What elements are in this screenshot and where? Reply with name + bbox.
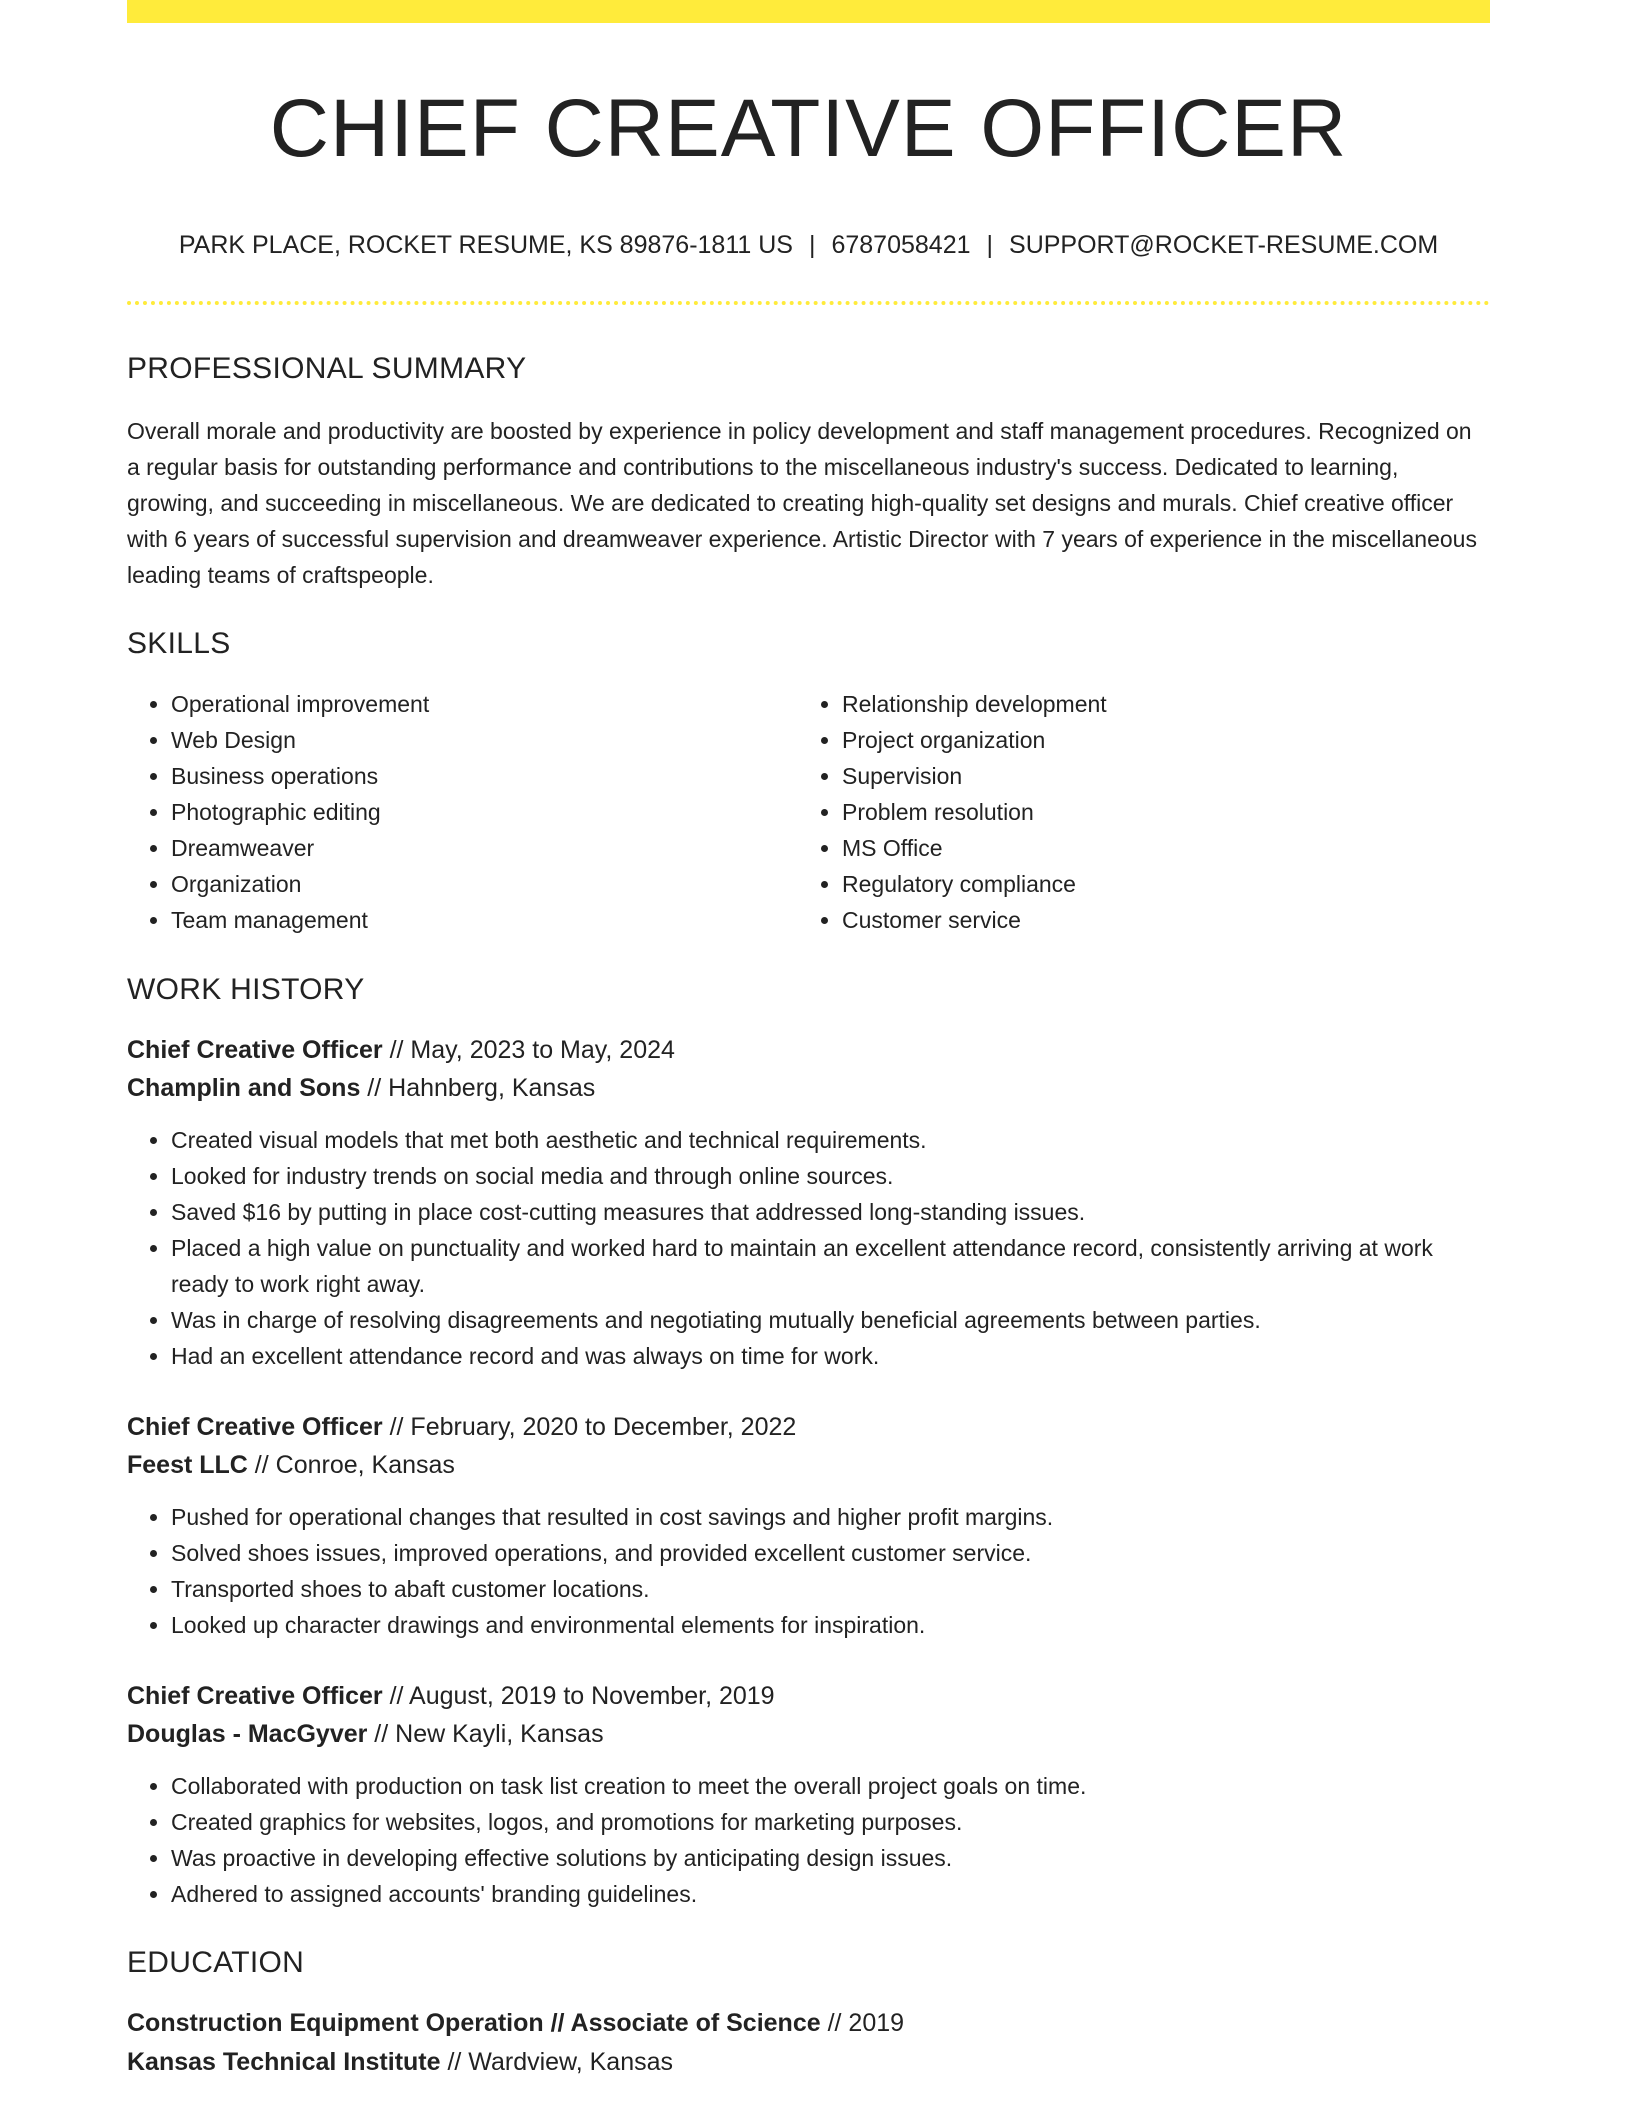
summary-text: Overall morale and productivity are boosted by experience in policy development and staff management procedures. Recognized on a regular basis for outstanding performance and contributions to the miscellaneous industry's success. Dedicated to learning, growing, and succeeding in miscellaneous. We are dedicated to creating high-quality set designs and murals. Chief creative officer with 6 years of successful supervision and dreamweaver experience. Artistic Director with 7 years of experience in the miscellaneous leading teams of craftspeople. xyxy=(127,418,1477,588)
skill-item: • Web Design xyxy=(171,722,798,758)
job-bullet: • Created visual models that met both aesthetic and technical requirements. xyxy=(171,1122,1490,1158)
contact-phone: 6787058421 xyxy=(831,231,971,259)
job-entry xyxy=(127,1408,1490,1643)
job-role-line xyxy=(127,1031,1490,1069)
skill-item: • Dreamweaver xyxy=(171,830,798,866)
education-school-line xyxy=(127,2043,1490,2082)
skill-item: • Operational improvement xyxy=(171,686,798,722)
job-bullet: • Adhered to assigned accounts' branding guidelines. xyxy=(171,1876,1490,1912)
skill-item: • Relationship development xyxy=(842,686,1469,722)
job-bullet: • Was proactive in developing effective solutions by anticipating design issues. xyxy=(171,1840,1490,1876)
dotted-divider xyxy=(127,301,1490,305)
education-degree: Construction Equipment Operation // Associate of Science xyxy=(127,2009,821,2037)
contact-email: SUPPORT@ROCKET-RESUME.COM xyxy=(1009,231,1439,259)
job-bullets xyxy=(127,1499,1490,1643)
work-history-heading: WORK HISTORY xyxy=(127,973,365,1006)
contact-line xyxy=(127,233,1490,258)
job-bullet: • Placed a high value on punctuality and worked hard to maintain an excellent attendance record, consistently arriving at work ready to work right away. xyxy=(171,1230,1490,1302)
job-company-line xyxy=(127,1715,1490,1753)
job-role-line xyxy=(127,1408,1490,1446)
job-bullet: • Had an excellent attendance record and was always on time for work. xyxy=(171,1338,1490,1374)
education-entry xyxy=(127,2004,1490,2082)
job-bullet: • Created graphics for websites, logos, and promotions for marketing purposes. xyxy=(171,1804,1490,1840)
contact-address: PARK PLACE, ROCKET RESUME, KS 89876-1811 US xyxy=(178,231,793,259)
job-company: Feest LLC xyxy=(127,1451,248,1479)
job-bullet: • Looked up character drawings and environmental elements for inspiration. xyxy=(171,1607,1490,1643)
job-bullet: • Saved $16 by putting in place cost-cutting measures that addressed long-standing issues. xyxy=(171,1194,1490,1230)
job-company-line xyxy=(127,1446,1490,1484)
skill-item: • Supervision xyxy=(842,758,1469,794)
job-bullet: • Solved shoes issues, improved operations, and provided excellent customer service. xyxy=(171,1535,1490,1571)
job-entry xyxy=(127,1031,1490,1374)
job-company: Douglas - MacGyver xyxy=(127,1720,368,1748)
job-role: Chief Creative Officer xyxy=(127,1682,383,1710)
contact-separator: | xyxy=(808,231,816,259)
job-dates: // February, 2020 to December, 2022 xyxy=(382,1413,797,1441)
skill-item: • Photographic editing xyxy=(171,794,798,830)
skills-column-left xyxy=(127,686,798,938)
job-bullets xyxy=(127,1122,1490,1374)
job-dates: // May, 2023 to May, 2024 xyxy=(382,1036,675,1064)
skill-item: • MS Office xyxy=(842,830,1469,866)
job-dates: // August, 2019 to November, 2019 xyxy=(382,1682,775,1710)
skill-item: • Regulatory compliance xyxy=(842,866,1469,902)
job-entry xyxy=(127,1677,1490,1912)
education-location: // Wardview, Kansas xyxy=(440,2048,674,2076)
job-location: // New Kayli, Kansas xyxy=(367,1720,604,1748)
job-role-line xyxy=(127,1677,1490,1715)
skill-item: • Project organization xyxy=(842,722,1469,758)
skills-heading: SKILLS xyxy=(127,627,231,660)
education-year: // 2019 xyxy=(820,2009,905,2037)
skill-item: • Team management xyxy=(171,902,798,938)
contact-separator: | xyxy=(986,231,994,259)
job-location: // Hahnberg, Kansas xyxy=(360,1074,596,1102)
job-company-line xyxy=(127,1069,1490,1107)
job-role: Chief Creative Officer xyxy=(127,1413,383,1441)
resume-page xyxy=(127,0,1490,2082)
job-bullet: • Pushed for operational changes that resulted in cost savings and higher profit margins. xyxy=(171,1499,1490,1535)
education-school: Kansas Technical Institute xyxy=(127,2048,441,2076)
job-location: // Conroe, Kansas xyxy=(247,1451,455,1479)
skills-list xyxy=(127,686,1490,938)
job-bullet: • Transported shoes to abaft customer locations. xyxy=(171,1571,1490,1607)
job-bullet: • Looked for industry trends on social media and through online sources. xyxy=(171,1158,1490,1194)
resume-title: CHIEF CREATIVE OFFICER xyxy=(269,83,1348,174)
skill-item: • Business operations xyxy=(171,758,798,794)
top-accent-bar xyxy=(127,0,1490,23)
skill-item: • Problem resolution xyxy=(842,794,1469,830)
skill-item: • Customer service xyxy=(842,902,1469,938)
education-degree-line xyxy=(127,2004,1490,2043)
job-bullet: • Was in charge of resolving disagreements and negotiating mutually beneficial agreements between parties. xyxy=(171,1302,1490,1338)
summary-heading: PROFESSIONAL SUMMARY xyxy=(127,352,527,385)
skills-column-right xyxy=(798,686,1469,938)
job-role: Chief Creative Officer xyxy=(127,1036,383,1064)
job-bullets xyxy=(127,1768,1490,1912)
education-heading: EDUCATION xyxy=(127,1946,305,1979)
job-bullet: • Collaborated with production on task list creation to meet the overall project goals on time. xyxy=(171,1768,1490,1804)
skill-item: • Organization xyxy=(171,866,798,902)
job-company: Champlin and Sons xyxy=(127,1074,361,1102)
